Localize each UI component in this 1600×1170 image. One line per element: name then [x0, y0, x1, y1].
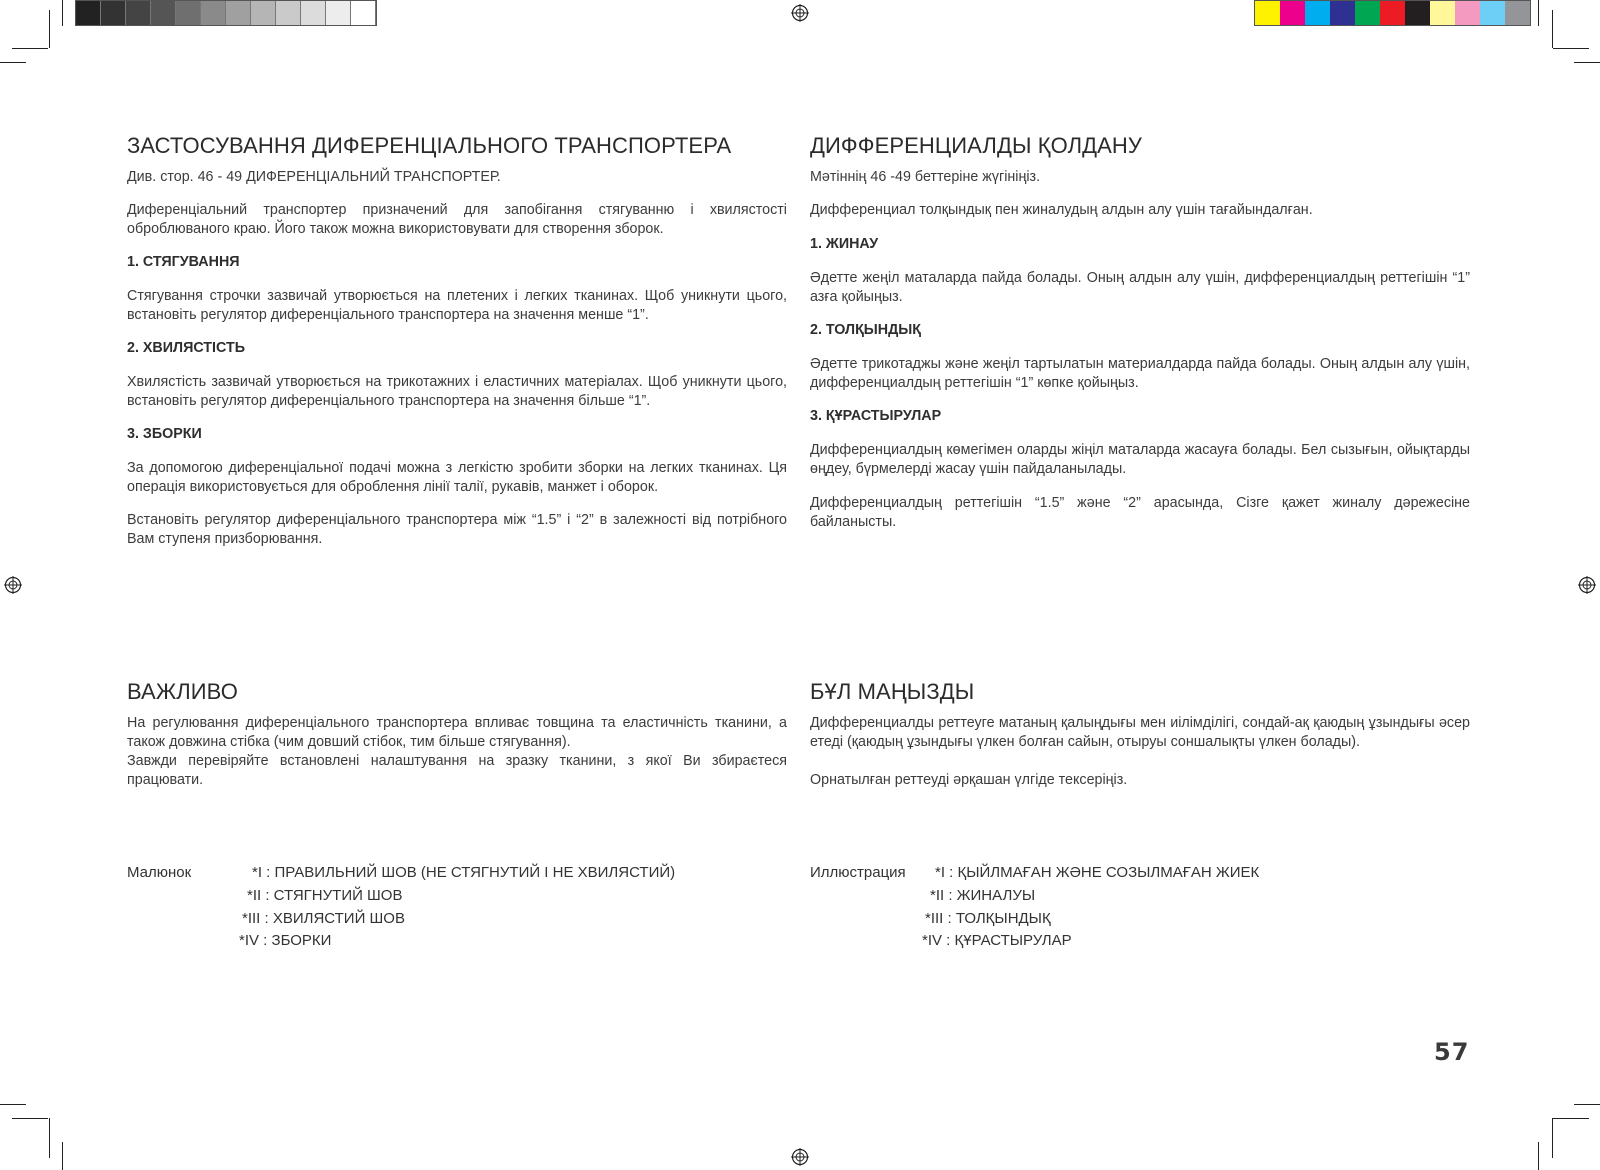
color-swatch	[1430, 1, 1455, 25]
uk-title: ЗАСТОСУВАННЯ ДИФЕРЕНЦІАЛЬНОГО ТРАНСПОРТЕРА	[127, 133, 732, 158]
color-swatch	[1330, 1, 1355, 25]
crop-mark	[49, 1118, 50, 1158]
crop-mark	[1552, 1118, 1553, 1158]
crop-mark	[0, 62, 26, 63]
crop-mark	[62, 0, 63, 26]
color-swatch	[1355, 1, 1380, 25]
crop-mark	[62, 1142, 63, 1170]
color-swatch	[1505, 1, 1530, 25]
crop-mark	[1553, 1118, 1589, 1119]
crop-mark	[49, 10, 50, 48]
uk-section-3-title: 3. ЗБОРКИ	[127, 426, 202, 442]
gray-swatch	[101, 1, 126, 25]
gray-swatch	[351, 1, 376, 25]
uk-figure-item: *II : СТЯГНУТИЙ ШОВ	[247, 887, 403, 904]
uk-figure-item: *IV : ЗБОРКИ	[239, 932, 332, 949]
color-calibration-bar	[1254, 0, 1531, 26]
registration-mark-icon	[4, 576, 22, 594]
registration-mark-icon	[791, 1148, 809, 1166]
gray-swatch	[326, 1, 351, 25]
kk-section-3-text-2: Дифференциалдың реттегішін “1.5” және “2” арасында, Сізге қажет жиналу дәрежесіне байланысты.	[810, 495, 1470, 530]
kk-section-2-title: 2. ТОЛҚЫНДЫҚ	[810, 322, 922, 338]
color-swatch	[1455, 1, 1480, 25]
uk-important-title: ВАЖЛИВО	[127, 679, 238, 704]
gray-swatch	[226, 1, 251, 25]
registration-mark-icon	[791, 4, 809, 22]
kk-section-3-title: 3. ҚҰРАСТЫРУЛАР	[810, 408, 942, 424]
kk-intro: Дифференциал толқындық пен жиналудың алдын алу үшін тағайындалған.	[810, 202, 1313, 218]
color-swatch	[1305, 1, 1330, 25]
gray-swatch	[76, 1, 101, 25]
kk-figure-item: *II : ЖИНАЛУЫ	[930, 887, 1036, 904]
gray-swatch	[151, 1, 176, 25]
color-swatch	[1255, 1, 1280, 25]
crop-mark	[1538, 0, 1539, 26]
kk-title: ДИФФЕРЕНЦИАЛДЫ ҚОЛДАНУ	[810, 133, 1142, 158]
color-swatch	[1405, 1, 1430, 25]
uk-important-text: На регулювання диференціального транспортера впливає товщина та еластичність тканини, а також довжина стібка (чим довший стібок, тим більше стягування).	[127, 715, 787, 750]
uk-reference: Див. стор. 46 - 49 ДИФЕРЕНЦІАЛЬНИЙ ТРАНСПОРТЕР.	[127, 169, 501, 185]
gray-swatch	[301, 1, 326, 25]
kk-important-title: БҰЛ МАҢЫЗДЫ	[810, 679, 975, 704]
kk-section-1-title: 1. ЖИНАУ	[810, 236, 879, 252]
kk-important-text: Дифференциалды реттеуге матаның қалыңдығы мен иілімділігі, сондай-ақ қаюдың ұзындығы әсер етеді (қаюдың ұзындығы үлкен болған сайын, отыруы соншалықты үлкен болады).	[810, 715, 1470, 750]
kk-section-1-text: Әдетте жеңіл маталарда пайда болады. Оның алдын алу үшін, дифференциалдың реттегішін “1” азға қойыңыз.	[810, 270, 1470, 305]
uk-section-3-text-2: Встановіть регулятор диференціального транспортера між “1.5” і “2” в залежності від потрібного Вам ступеня призборювання.	[127, 512, 787, 547]
uk-section-2-text: Хвилястість зазвичай утворюється на трикотажних і еластичних матеріалах. Щоб уникнути цього, встановіть регулятор диференціального транспортера на значення більше “1”.	[127, 374, 787, 409]
uk-intro: Диференціальний транспортер призначений для запобігання стягуванню і хвилястості оброблюваного краю. Його також можна використовувати для створення зборок.	[127, 202, 787, 237]
crop-mark	[1574, 62, 1600, 63]
registration-mark-icon	[1578, 576, 1596, 594]
gray-swatch	[276, 1, 301, 25]
grayscale-calibration-bar	[75, 0, 377, 26]
crop-mark	[1574, 1104, 1600, 1105]
crop-mark	[12, 1118, 48, 1119]
kk-figure-item: *III : ТОЛҚЫНДЫҚ	[925, 910, 1051, 927]
kk-figure-item: *IV : ҚҰРАСТЫРУЛАР	[922, 932, 1072, 949]
color-swatch	[1380, 1, 1405, 25]
kk-important-text-2: Орнатылған реттеуді әрқашан үлгіде тексеріңіз.	[810, 772, 1128, 788]
gray-swatch	[201, 1, 226, 25]
uk-section-1-title: 1. СТЯГУВАННЯ	[127, 254, 240, 270]
crop-mark	[1538, 1142, 1539, 1170]
uk-figure-label: Малюнок	[127, 864, 192, 881]
uk-section-2-title: 2. ХВИЛЯСТІСТЬ	[127, 340, 245, 356]
crop-mark	[0, 1104, 26, 1105]
gray-swatch	[251, 1, 276, 25]
page-number: 57	[1434, 1038, 1470, 1066]
gray-swatch	[126, 1, 151, 25]
color-swatch	[1280, 1, 1305, 25]
uk-figure-item: *I : ПРАВИЛЬНИЙ ШОВ (НЕ СТЯГНУТИЙ І НЕ ХВИЛЯСТИЙ)	[252, 864, 676, 881]
kk-figure-label: Иллюстрация	[810, 864, 906, 881]
crop-mark	[1552, 10, 1553, 48]
uk-important-text-2: Завжди перевіряйте встановлені налаштування на зразку тканини, з якої Ви збираєтеся працювати.	[127, 753, 787, 788]
crop-mark	[1553, 48, 1589, 49]
uk-figure-item: *III : ХВИЛЯСТИЙ ШОВ	[242, 910, 405, 927]
kk-section-2-text: Әдетте трикотаджы және жеңіл тартылатын материалдарда пайда болады. Оның алдын алу үшін, дифференциалдың реттегішін “1” көпке қойыңыз.	[810, 356, 1470, 391]
kk-figure-item: *I : ҚЫЙЛМАҒАН ЖӘНЕ СОЗЫЛМАҒАН ЖИЕК	[935, 864, 1260, 881]
uk-section-1-text: Стягування строчки зазвичай утворюється на плетених і легких тканинах. Щоб уникнути цього, встановіть регулятор диференціального транспортера на значення менше “1”.	[127, 288, 787, 323]
color-swatch	[1480, 1, 1505, 25]
kk-section-3-text: Дифференциалдың көмегімен оларды жіңіл маталарда жасауға болады. Бел сызығын, ойықтарды өңдеу, бүрмелерді жасау үшін пайдаланылады.	[810, 442, 1470, 477]
uk-section-3-text: За допомогою диференціальної подачі можна з легкістю зробити зборки на легких тканинах. Ця операція використовується для оброблення лінії талії, рукавів, манжет і оборок.	[127, 460, 787, 495]
crop-mark	[12, 48, 48, 49]
kk-reference: Мәтіннің 46 -49 беттеріне жүгініңіз.	[810, 169, 1041, 185]
gray-swatch	[176, 1, 201, 25]
